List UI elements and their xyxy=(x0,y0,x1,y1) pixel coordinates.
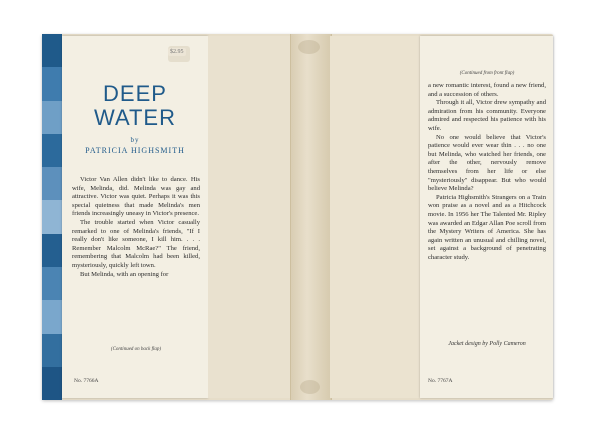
stripe-band xyxy=(42,234,62,267)
stripe-band xyxy=(42,134,62,167)
stripe-band xyxy=(42,167,62,200)
continued-note: (Continued from front flap) xyxy=(459,71,515,76)
title-line-2: WATER xyxy=(94,105,176,130)
paragraph: Patricia Highsmith's Strangers on a Train won praise as a novel and as a Hitchcock movie. In 1956 her The Talented Mr. Ripley was awarded an Edgar Allan Poe scroll from the Mystery Writers of America. She has again written an unusual and chilling novel, set against a background of penetrating character study. xyxy=(428,193,546,261)
blue-spine-stripe xyxy=(42,34,62,400)
stripe-band xyxy=(42,200,62,233)
stripe-band xyxy=(42,267,62,300)
author-name: PATRICIA HIGHSMITH xyxy=(85,146,185,155)
paragraph: The trouble started when Victor casually remarked to one of Melinda's friends, "If I really don't like someone, I kill him. . . . Remember Malcolm McRae?" The friend, remembering that Malcolm had been killed, mysteriously, quickly left town. xyxy=(72,218,200,269)
paragraph: But Melinda, with an opening for xyxy=(80,270,169,278)
back-flap-copy xyxy=(428,82,546,262)
price-label: $2.95 xyxy=(170,49,184,55)
book-title xyxy=(68,82,202,130)
inside-board-right xyxy=(330,36,420,398)
stripe-band xyxy=(42,334,62,367)
stock-number: No. 7767A xyxy=(428,378,453,384)
stripe-band xyxy=(42,367,62,400)
stripe-band xyxy=(42,101,62,134)
paragraph: Through it all, Victor drew sympathy and admiration from his community. Everyone admired and respected his patience with his wife. xyxy=(428,99,546,132)
paragraph: Victor Van Allen didn't like to dance. His wife, Melinda, did. Melinda was gay and attractive. Victor was quiet. Perhaps it was this special quietness that made Melinda's men friends increasingly uneasy in Victor's presence. xyxy=(72,176,200,218)
paragraph: a new romantic interest, found a new friend, and a succession of others. xyxy=(428,82,546,98)
title-line-1: DEEP xyxy=(103,81,167,106)
spine-fold xyxy=(290,34,332,400)
wear-mark xyxy=(298,40,320,54)
inside-board-left xyxy=(208,36,290,398)
front-flap-copy xyxy=(72,176,200,279)
continued-note: (Continued on back flap) xyxy=(110,347,162,352)
byline: by xyxy=(130,136,140,144)
stripe-band xyxy=(42,67,62,100)
stripe-band xyxy=(42,300,62,333)
paragraph: No one would believe that Victor's patience would ever wear thin . . . no one but Melinda, who watched her friends, one after the other, nervously remove themselves from her life or else "mysteriously" disappear. But who would believe Melinda? xyxy=(428,133,546,193)
jacket-design-credit: Jacket design by Polly Cameron xyxy=(448,341,526,347)
stock-number: No. 7766A xyxy=(74,378,99,384)
stripe-band xyxy=(42,34,62,67)
wear-mark xyxy=(300,380,320,394)
